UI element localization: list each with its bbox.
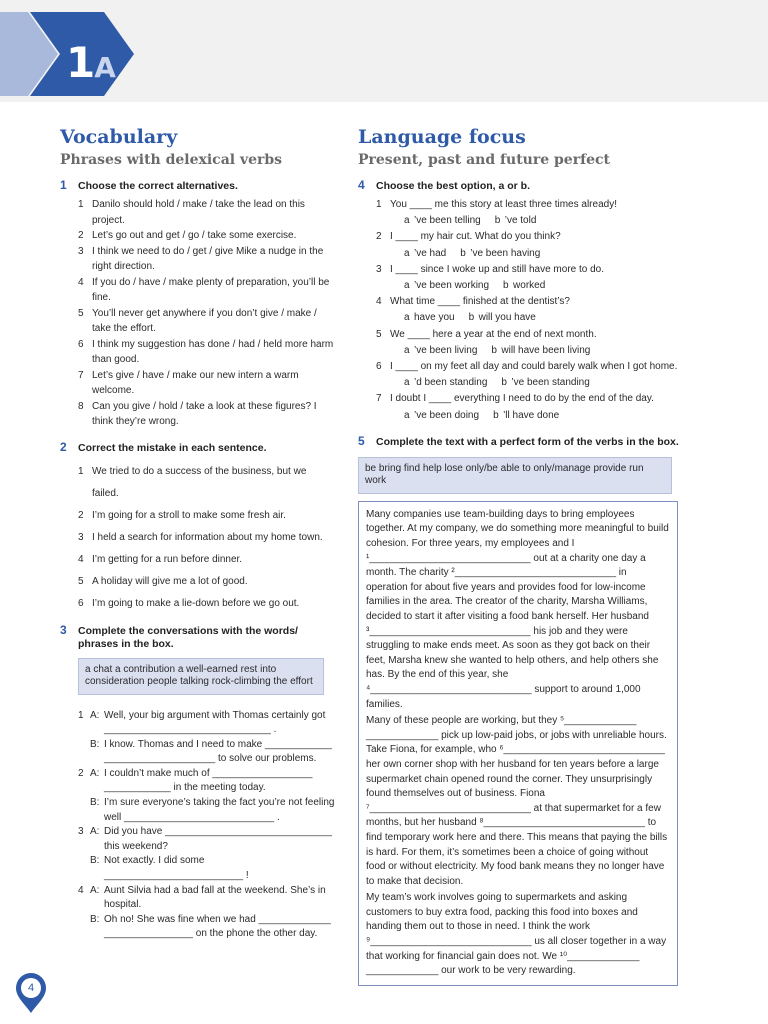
item-text: I held a search for information about my home town. [92, 531, 323, 543]
line-text: Not exactly. I did some _________________________ ! [104, 855, 249, 882]
conversation-line [60, 709, 335, 738]
option-a[interactable]: ’ve been working [414, 280, 490, 292]
conversation-line [60, 825, 335, 854]
option-letter: b [494, 215, 501, 227]
line-text: Oh no! She was fine when we had _____________ ________________ on the phone the other day. [104, 913, 331, 940]
item-number: 2 [78, 509, 84, 521]
exercise-1-items [60, 197, 335, 430]
exercise-item [60, 337, 335, 368]
exercise-item [358, 391, 703, 423]
answer-options [390, 375, 703, 391]
option-letter: a [404, 312, 410, 324]
page-number: 4 [27, 982, 35, 994]
option-b[interactable]: worked [513, 280, 546, 292]
option-a[interactable]: ’ve been living [414, 344, 478, 356]
item-number: 2 [78, 230, 84, 241]
item-text: Let’s go out and get / go / take some exercise. [92, 230, 297, 241]
item-number: 6 [78, 597, 84, 609]
item-number: 5 [78, 307, 84, 319]
speaker-label: A: [90, 709, 100, 721]
exercise-item [60, 505, 335, 527]
section-title: Vocabulary [60, 126, 178, 148]
item-text: We tried to do a success of the business, but we failed. [92, 465, 307, 499]
item-text: You’ll never get anywhere if you don’t give / make / take the effort. [92, 307, 317, 334]
exercise-item [358, 229, 703, 261]
section-subtitle: Phrases with delexical verbs [60, 152, 283, 168]
item-number: 7 [78, 369, 84, 381]
option-b[interactable]: ’ve been having [470, 247, 541, 259]
option-a[interactable]: ’ve been doing [414, 409, 480, 421]
exercise-item [358, 197, 703, 229]
exercise-item [60, 527, 335, 549]
item-number: 1 [376, 199, 382, 210]
reading-text [358, 501, 678, 986]
exercise-item [60, 368, 335, 399]
item-text: I’m getting for a run before dinner. [92, 553, 243, 565]
item-text: A holiday will give me a lot of good. [92, 575, 248, 587]
exercise-2-heading: 2 Correct the mistake in each sentence. [60, 439, 267, 454]
exercise-item [60, 228, 335, 244]
conversation-line [60, 767, 335, 796]
line-text: I know. Thomas and I need to make ____________ ____________________ to solve our problems. [104, 738, 332, 765]
option-letter: b [503, 280, 509, 292]
answer-options [390, 213, 703, 229]
item-text: I’m going for a stroll to make some fresh air. [92, 509, 286, 521]
option-letter: a [404, 280, 410, 292]
exercise-item [60, 593, 335, 615]
text-paragraph: My team’s work involves going to supermarkets and asking customers to buy extra food, packing this food into boxes and handing them out to those in need. I think the work ⁹_____________________________ us all closer together in a way that working for financial gain does not. We ¹⁰_____________ _____________ our work to be very rewarding. [366, 892, 667, 977]
option-a[interactable]: ’ve had [414, 247, 447, 259]
exercise-item [60, 275, 335, 306]
item-number: 3 [78, 531, 84, 543]
page-number-pin [14, 972, 48, 1014]
line-text: Did you have ______________________________ this weekend? [104, 826, 332, 852]
item-number: 7 [376, 393, 382, 405]
item-number: 1 [78, 199, 84, 210]
item-number: 4 [376, 296, 382, 308]
item-text: I ____ since I woke up and still have more to do. [390, 263, 605, 275]
speaker-label: A: [90, 884, 100, 896]
item-text: I ____ my hair cut. What do you think? [390, 231, 561, 243]
exercise-4-items [358, 197, 703, 424]
item-number: 5 [376, 328, 382, 340]
exercise-item [358, 262, 703, 294]
exercise-item [358, 327, 703, 359]
speaker-label: A: [90, 767, 100, 779]
conversation-line [60, 796, 335, 825]
exercise-4-heading: 4 Choose the best option, a or b. [358, 178, 531, 192]
exercise-2-items [60, 461, 335, 615]
answer-options [390, 408, 703, 424]
item-text: You ____ me this story at least three times already! [390, 199, 617, 210]
item-number: 4 [78, 553, 84, 565]
speaker-label: B: [90, 797, 100, 809]
line-text: Aunt Silvia had a bad fall at the weekend. She’s in hospital. [104, 884, 326, 911]
item-text: I think my suggestion has done / had / held more harm than good. [92, 338, 334, 365]
option-b[interactable]: ’ve been standing [511, 377, 590, 389]
item-text: What time ____ finished at the dentist’s? [390, 296, 570, 308]
item-text: I doubt I ____ everything I need to do by the end of the day. [390, 393, 654, 405]
item-number: 6 [376, 361, 382, 373]
option-b[interactable]: ’ve told [504, 215, 537, 227]
line-text: I’m sure everyone’s taking the fact you’re not feeling well ___________________________ . [104, 797, 335, 823]
item-number: 5 [78, 575, 84, 587]
item-text: I ____ on my feet all day and could barely walk when I got home. [390, 361, 678, 373]
option-a[interactable]: ’ve been telling [414, 215, 481, 227]
item-text: I think we need to do / get / give Mike a nudge in the right direction. [92, 245, 324, 272]
exercise-item [358, 294, 703, 326]
answer-options [390, 278, 703, 294]
option-letter: b [491, 344, 497, 356]
exercise-item [60, 571, 335, 593]
option-letter: a [404, 215, 410, 227]
text-paragraph: Many companies use team-building days to bring employees together. At my company, we do something more meaningful to build cohesion. For three years, my employees and I ¹_____________________________ out at a charity one day a month. The charity ²_____________________________ in operation for about five years and provides food for low-income families in the area. The creator of the charity, Marsha Williams, decided to start it after visiting a food bank herself. Her husband ³_____________________________ his job and they were struggling to make ends meet. As soon as they got back on their feet, Marsha knew she wanted to help others, and help others she has. By the end of this year, she ⁴_____________________________ support to around 1,000 families. [366, 508, 669, 710]
text-paragraph: Many of these people are working, but they ⁵_____________ _____________ pick up low-paid jobs, or jobs with unreliable hours. Take Fiona, for example, who ⁶_____________________________ her own corner shop with her husband for ten years before a large supermarket chain opened round the corner. They unsurprisingly found themselves out of business. Fiona ⁷_____________________________ at that supermarket for a few months, but her husband ⁸_____________________________ to find temporary work here and there. This means that paying the bills is hard. For them, it’s sometimes been a choice of going without food or without electricity. My food bank means they no longer have to make that decision. [366, 715, 668, 887]
option-a[interactable]: ’d been standing [414, 377, 488, 389]
verb-box: be bring find help lose only/be able to only/manage provide run work [358, 457, 672, 494]
item-number: 1 [78, 465, 84, 477]
item-number: 3 [78, 245, 84, 257]
item-number: 8 [78, 400, 84, 412]
exercise-item [60, 197, 335, 228]
conversation-line [60, 913, 335, 942]
speaker-label: B: [90, 913, 100, 925]
exercise-item [60, 549, 335, 571]
option-b[interactable]: ’ll have done [503, 409, 560, 421]
item-number: 3 [78, 826, 84, 838]
answer-options [390, 246, 703, 262]
item-number: 2 [376, 231, 382, 243]
item-text: Can you give / hold / take a look at these figures? I think they’re wrong. [92, 400, 317, 427]
section-title: Language focus [358, 126, 526, 148]
option-letter: a [404, 247, 410, 259]
option-letter: a [404, 409, 410, 421]
answer-options [390, 310, 703, 326]
exercise-item [60, 306, 335, 337]
item-text: I’m going to make a lie-down before we go out. [92, 597, 300, 609]
exercise-item [60, 399, 335, 430]
item-number: 1 [78, 709, 84, 721]
exercise-item [60, 461, 335, 505]
unit-label: 1A [66, 38, 115, 87]
option-letter: b [501, 377, 507, 389]
line-text: I couldn’t make much of __________________ ____________ in the meeting today. [104, 767, 313, 794]
option-letter: a [404, 377, 410, 389]
item-number: 3 [376, 263, 382, 275]
item-number: 4 [78, 884, 84, 896]
speaker-label: A: [90, 826, 100, 838]
conversation-line [60, 854, 335, 883]
item-number: 6 [78, 338, 84, 350]
option-letter: b [493, 409, 499, 421]
word-box: a chat a contribution a well-earned rest into consideration people talking rock-climbing the effort [78, 658, 324, 695]
speaker-label: B: [90, 855, 100, 867]
conversation-line [60, 738, 335, 767]
line-text: Well, your big argument with Thomas certainly got ______________________________ . [104, 709, 326, 736]
option-letter: a [404, 344, 410, 356]
option-b[interactable]: will you have [478, 312, 536, 324]
exercise-5-heading: 5 Complete the text with a perfect form of the verbs in the box. [358, 433, 679, 448]
speaker-label: B: [90, 738, 100, 750]
item-text: We ____ here a year at the end of next month. [390, 328, 597, 340]
exercise-1-heading: 1 Choose the correct alternatives. [60, 178, 238, 192]
language-focus-column [358, 126, 703, 986]
item-text: Let’s give / have / make our new intern a warm welcome. [92, 369, 299, 396]
item-text: Danilo should hold / make / take the lead on this project. [92, 199, 305, 226]
vocabulary-column [60, 126, 335, 942]
exercise-item [60, 244, 335, 275]
section-subtitle: Present, past and future perfect [358, 152, 610, 168]
option-letter: b [468, 312, 475, 324]
option-letter: b [460, 247, 466, 259]
conversation-line [60, 884, 335, 913]
item-text: If you do / have / make plenty of preparation, you’ll be fine. [92, 276, 330, 303]
answer-options [390, 343, 703, 359]
option-b[interactable]: will have been living [501, 344, 591, 356]
option-a[interactable]: have you [414, 312, 455, 324]
exercise-3-heading: 3 Complete the conversations with the words/ phrases in the box. [60, 622, 298, 650]
exercise-item [358, 359, 703, 391]
exercise-3-conversations [60, 709, 335, 943]
item-number: 2 [78, 767, 84, 779]
item-number: 4 [78, 276, 84, 288]
